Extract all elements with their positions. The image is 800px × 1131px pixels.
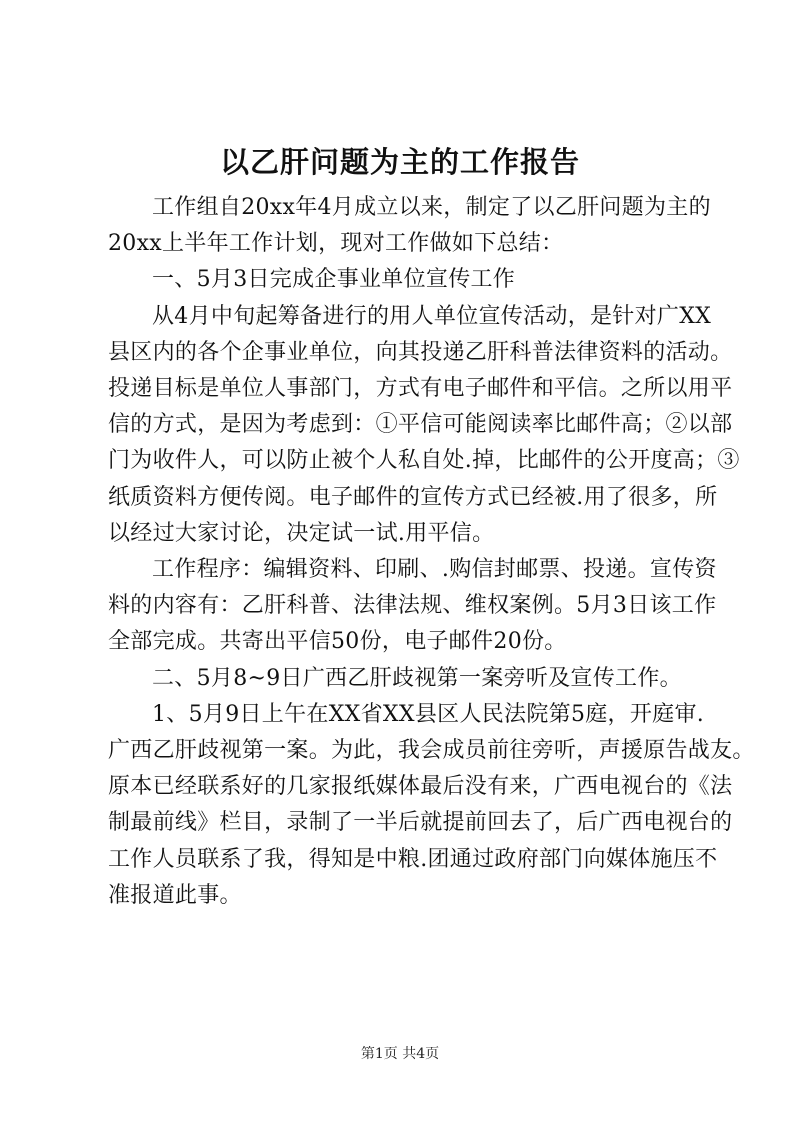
text-line: 20xx上半年工作计划，现对工作做如下总结：: [108, 231, 564, 257]
text-line: 门为收件人，可以防止被个人私自处.掉，比邮件的公开度高；③: [108, 448, 740, 474]
document-body: [108, 190, 755, 914]
text-line: 信的方式，是因为考虑到：①平信可能阅读率比邮件高；②以部: [108, 412, 733, 438]
text-line: 广西乙肝歧视第一案。为此，我会成员前往旁听，声援原告战友。: [108, 738, 755, 764]
paragraph-intro: [108, 190, 711, 262]
text-line: 料的内容有：乙肝科普、法律法规、维权案例。5月3日该工作: [108, 593, 717, 619]
section-heading-1: [108, 262, 702, 298]
text-line: 准报道此事。: [108, 882, 242, 908]
text-line: 工作组自20xx年4月成立以来，制定了以乙肝问题为主的: [152, 195, 711, 220]
text-line: 纸质资料方便传阅。电子邮件的宣传方式已经被.用了很多，所: [108, 484, 718, 510]
text-line: 工作人员联系了我，得知是中粮.团通过政府部门向媒体施压不: [108, 846, 718, 872]
text-line: 投递目标是单位人事部门，方式有电子邮件和平信。之所以用平: [108, 376, 733, 402]
paragraph-procedure: [108, 552, 717, 661]
text-line: 原本已经联系好的几家报纸媒体最后没有来，广西电视台的《法: [108, 774, 733, 800]
page-number-footer: 第1页 共4页: [360, 1046, 440, 1062]
paragraph-section-1: [108, 299, 740, 552]
text-line: 二、5月8~9日广西乙肝歧视第一案旁听及宣传工作。: [152, 665, 682, 691]
text-line: 工作程序：编辑资料、印刷、.购信封邮票、投递。宣传资: [152, 557, 717, 583]
text-line: 全部完成。共寄出平信50份，电子邮件20份。: [108, 629, 567, 655]
text-line: 以经过大家讨论，决定试一试.用平信。: [108, 520, 495, 546]
text-line: 制最前线》栏目，录制了一半后就提前回去了，后广西电视台的: [108, 810, 733, 836]
text-line: 1、5月9日上午在XX省XX县区人民法院第5庭，开庭审.: [152, 701, 705, 727]
section-heading-2: [108, 661, 702, 697]
text-line: 一、5月3日完成企事业单位宣传工作: [152, 267, 516, 293]
text-line: 从4月中旬起筹备进行的用人单位宣传活动，是针对广XX: [152, 303, 712, 329]
text-line: 县区内的各个企事业单位，向其投递乙肝科普法律资料的活动。: [108, 339, 733, 365]
document-title: 以乙肝问题为主的工作报告: [219, 145, 580, 179]
paragraph-section-2: [108, 697, 755, 914]
